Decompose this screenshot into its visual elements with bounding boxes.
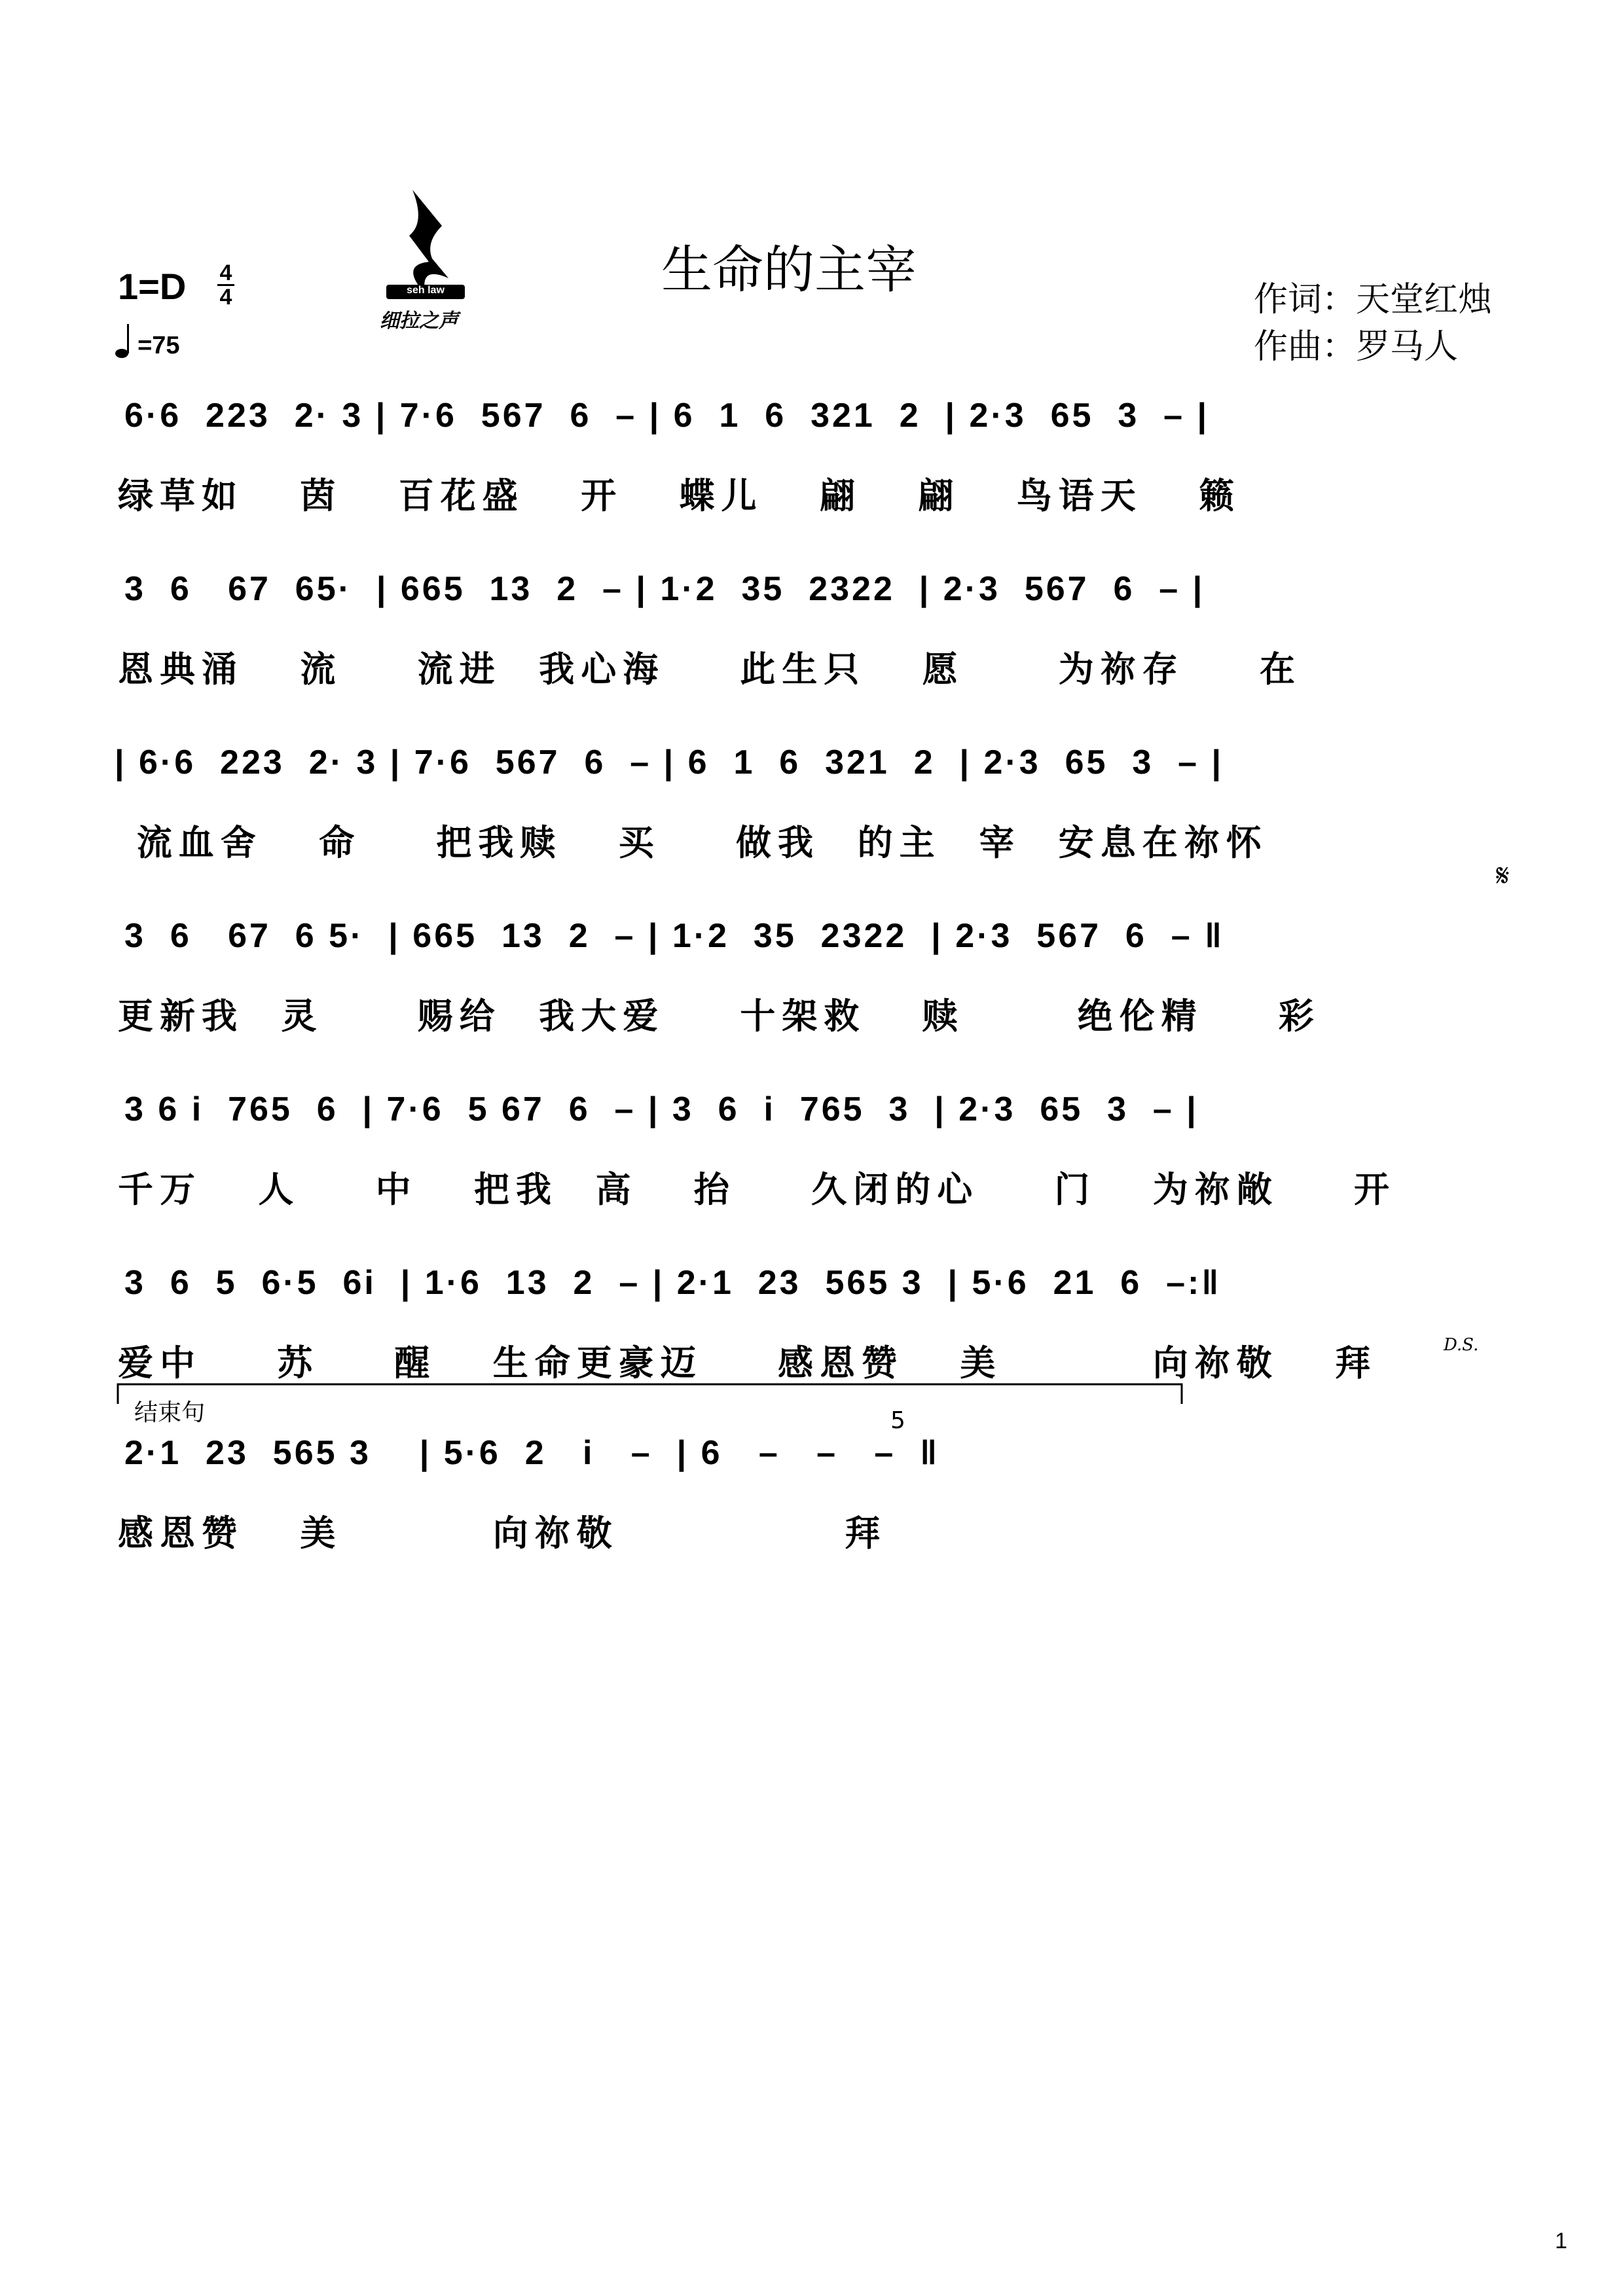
segno-mark: 𝄋 (1496, 857, 1510, 894)
lyrics-line-2: 恩典涌 流 流进 我心海 此生只 愿 为祢存 在 (118, 649, 1302, 690)
ds-mark: D.S. (1444, 1335, 1479, 1355)
tempo-value: =75 (137, 332, 180, 359)
lyrics-line-5: 千万 人 中 把我 高 抬 久闭的心 门 为祢敞 开 (118, 1169, 1396, 1210)
grace-note: 5 (890, 1407, 905, 1434)
page-title: 生命的主宰 (661, 241, 917, 300)
lyrics-line-6: 爱中 苏 醒 生命更豪迈 感恩赞 美 向祢敬 拜 (118, 1342, 1377, 1384)
notation-line-6: 3 6 5 6·5 6i | 1·6 13 2 – | 2·1 23 565 3 | 5·6 21 6 –:‖ (124, 1264, 1222, 1302)
ending-bracket (115, 1381, 1188, 1407)
notation-line-4: 3 6 67 6 5· | 665 13 2 – | 1·2 35 2322 | 2·3 567 6 – ‖ (124, 917, 1224, 955)
ending-label: 结束句 (134, 1399, 206, 1426)
notation-line-5: 3 6 i 765 6 | 7·6 5 67 6 – | 3 6 i 765 3 | 2·3 65 3 – | (124, 1090, 1199, 1128)
lyricist: 作词：天堂红烛 (1254, 280, 1493, 319)
quarter-rest-icon (380, 187, 471, 298)
quarter-note-icon (115, 321, 134, 360)
notation-line-7: 2·1 23 565 3 | 5·6 2 i – | 6 – – – ‖ (124, 1434, 940, 1472)
key-signature: 1=D (118, 266, 187, 307)
logo-badge: seh law (386, 285, 465, 299)
page-number: 1 (1555, 2229, 1567, 2253)
logo-text: 细拉之声 (380, 310, 458, 332)
composer: 作曲：罗马人 (1254, 327, 1459, 367)
tempo-mark (115, 321, 180, 360)
notation-line-1: 6·6 223 2· 3 | 7·6 567 6 – | 6 1 6 321 2 | 2·3 65 3 – | (124, 397, 1210, 435)
notation-line-2: 3 6 67 65· | 665 13 2 – | 1·2 35 2322 | 2·3 567 6 – | (124, 570, 1205, 608)
lyrics-line-1: 绿草如 茵 百花盛 开 蝶儿 翩 翩 鸟语天 籁 (118, 475, 1241, 516)
lyrics-line-7: 感恩赞 美 向祢敬 拜 (118, 1513, 887, 1554)
notation-line-3: | 6·6 223 2· 3 | 7·6 567 6 – | 6 1 6 321 2 | 2·3 65 3 – | (115, 744, 1224, 781)
time-signature-top: 4 (219, 260, 232, 285)
time-signature (216, 262, 236, 308)
logo (380, 187, 471, 344)
time-signature-bottom: 4 (219, 285, 232, 310)
lyrics-line-3: 流血舍 命 把我赎 买 做我 的主 宰 安息在祢怀 (118, 822, 1268, 863)
lyrics-line-4: 更新我 灵 赐给 我大爱 十架救 赎 绝伦精 彩 (118, 996, 1321, 1037)
